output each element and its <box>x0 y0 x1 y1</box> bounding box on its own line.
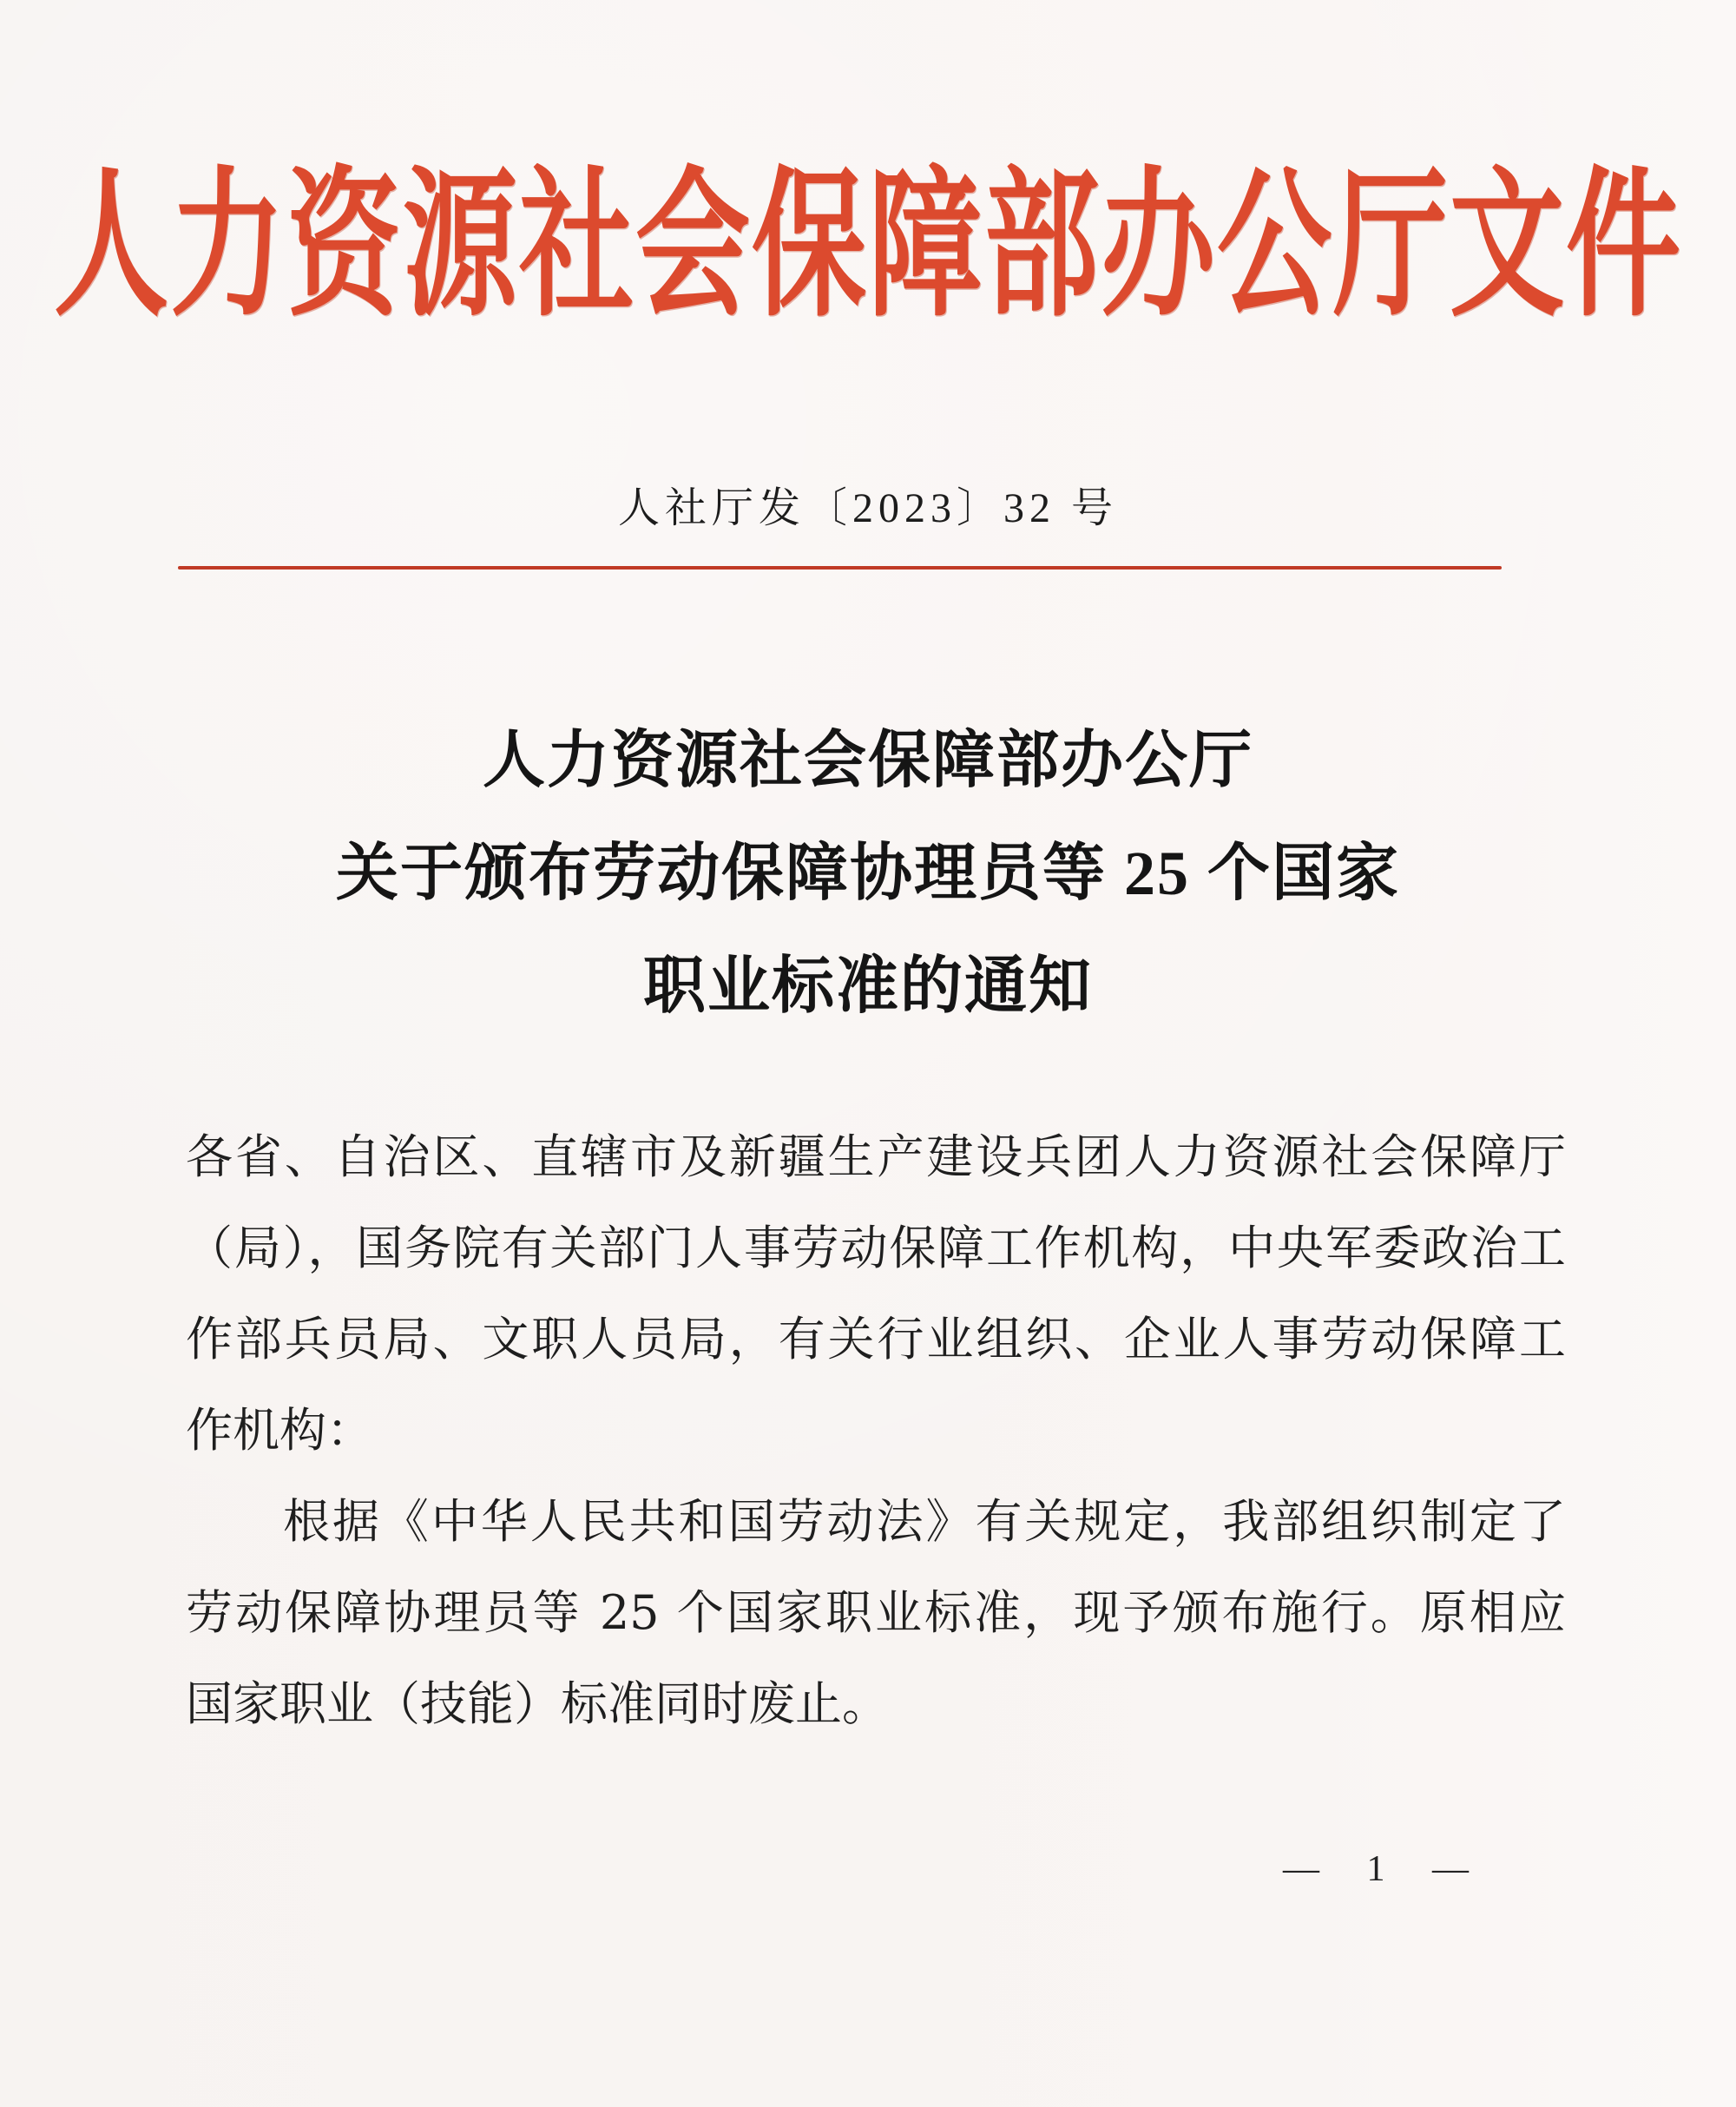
notice-title-line-3: 职业标准的通知 <box>642 951 1093 1021</box>
document-body <box>186 1111 1566 1749</box>
letterhead-org-title: 人力资源社会保障部办公厅文件 <box>54 156 1682 336</box>
body-line-recipients-1: 各省、自治区、直辖市及新疆生产建设兵团人力资源社会保障厅 <box>186 1129 1566 1184</box>
notice-title-line-2: 关于颁布劳动保障协理员等 25 个国家 <box>335 839 1400 908</box>
body-line-recipients-2: （局），国务院有关部门人事劳动保障工作机构，中央军委政治工 <box>186 1221 1566 1275</box>
body-line-paragraph-1: 根据《中华人民共和国劳动法》有关规定，我部组织制定了 <box>283 1494 1566 1549</box>
body-line-paragraph-3: 国家职业（技能）标准同时废止。 <box>186 1676 889 1731</box>
page-number: — 1 — <box>1283 1849 1483 1889</box>
red-divider-line <box>178 566 1502 570</box>
notice-title-line-1: 人力资源社会保障部办公厅 <box>482 726 1253 795</box>
body-line-paragraph-2: 劳动保障协理员等 25 个国家职业标准，现予颁布施行。原相应 <box>186 1585 1566 1640</box>
notice-title <box>0 704 1736 1043</box>
document-number: 人社厅发〔2023〕32 号 <box>617 485 1118 531</box>
body-line-recipients-4: 作机构： <box>186 1403 373 1458</box>
body-line-recipients-3: 作部兵员局、文职人员局，有关行业组织、企业人事劳动保障工 <box>186 1312 1566 1366</box>
